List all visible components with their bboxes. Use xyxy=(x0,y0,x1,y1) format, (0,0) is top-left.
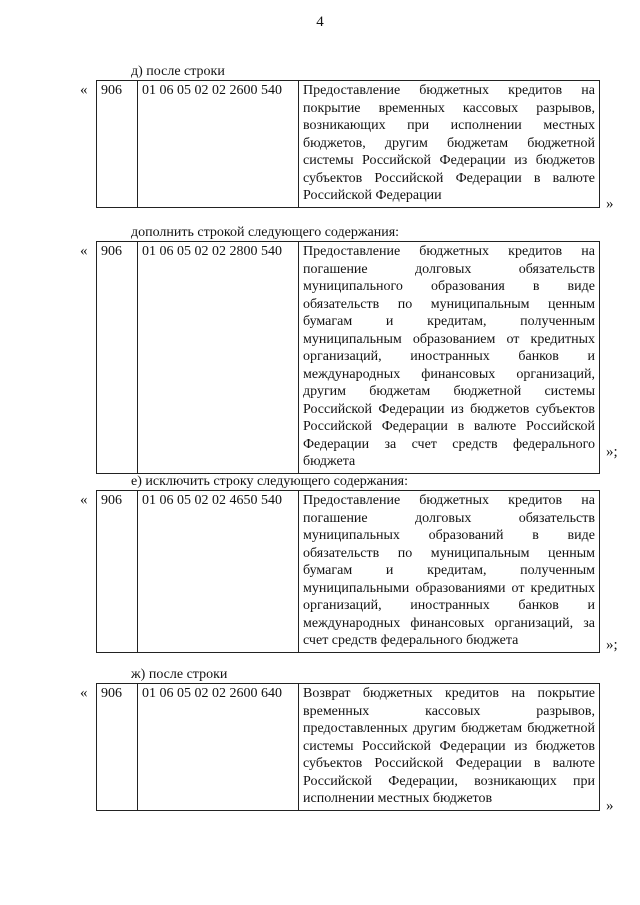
kbk-cell: 01 06 05 02 02 4650 540 xyxy=(138,491,299,653)
table-row xyxy=(97,242,600,474)
code-cell: 906 xyxy=(97,491,138,653)
table-row xyxy=(97,491,600,653)
open-quote: « xyxy=(80,492,88,508)
amendment-table xyxy=(96,241,600,474)
section-caption: е) исключить строку следующего содержания: xyxy=(131,474,408,489)
amendment-table xyxy=(96,683,600,811)
description-cell xyxy=(299,81,600,208)
section-caption: дополнить строкой следующего содержания: xyxy=(131,225,400,240)
page-number: 4 xyxy=(316,14,324,30)
close-quote: »; xyxy=(606,444,618,460)
section-caption: ж) после строки xyxy=(131,667,228,682)
code-cell: 906 xyxy=(97,81,138,208)
open-quote: « xyxy=(80,243,88,259)
table-row xyxy=(97,81,600,208)
table-row xyxy=(97,684,600,811)
open-quote: « xyxy=(80,685,88,701)
description-cell xyxy=(299,684,600,811)
code-cell: 906 xyxy=(97,242,138,474)
description-cell xyxy=(299,491,600,653)
description-text: Предоставление бюджетных кредитов на погашение долговых обязательств муниципального образования в виде обязательств по муниципальным ценным бумагам и кредитам, полученным муниципальным образованием от кредитных организаций, иностранных банков и международных финансовых организаций, другим бюджетам бюджетной системы Российской Федерации из бюджетов субъектов Российской Федерации в валюте Российской Федерации за счет средств федерального бюджета xyxy=(303,244,595,469)
description-text: Предоставление бюджетных кредитов на покрытие временных кассовых разрывов, возникающих при исполнении местных бюджетов, другим бюджетам бюджетной системы Российской Федерации из бюджетов субъектов Российской Федерации в валюте Российской Федерации xyxy=(303,83,595,203)
kbk-cell: 01 06 05 02 02 2600 640 xyxy=(138,684,299,811)
close-quote: » xyxy=(606,798,614,814)
section-caption: д) после строки xyxy=(131,64,225,79)
kbk-cell: 01 06 05 02 02 2800 540 xyxy=(138,242,299,474)
close-quote: »; xyxy=(606,637,618,653)
open-quote: « xyxy=(80,82,88,98)
kbk-cell: 01 06 05 02 02 2600 540 xyxy=(138,81,299,208)
amendment-table xyxy=(96,80,600,208)
description-text: Предоставление бюджетных кредитов на погашение долговых обязательств муниципальных образований в виде обязательств по муниципальным ценным бумагам и кредитам, полученным муниципальными образованиями от кредитных организаций, иностранных банков и международных финансовых организаций, за счет средств федерального бюджета xyxy=(303,493,595,648)
amendment-table xyxy=(96,490,600,653)
description-text: Возврат бюджетных кредитов на покрытие временных кассовых разрывов, предоставленных другим бюджетам бюджетной системы Российской Федерации из бюджетов субъектов Российской Федерации в валюте Российской Федерации, возникающих при исполнении местных бюджетов xyxy=(303,686,595,806)
description-cell xyxy=(299,242,600,474)
code-cell: 906 xyxy=(97,684,138,811)
close-quote: » xyxy=(606,196,614,212)
